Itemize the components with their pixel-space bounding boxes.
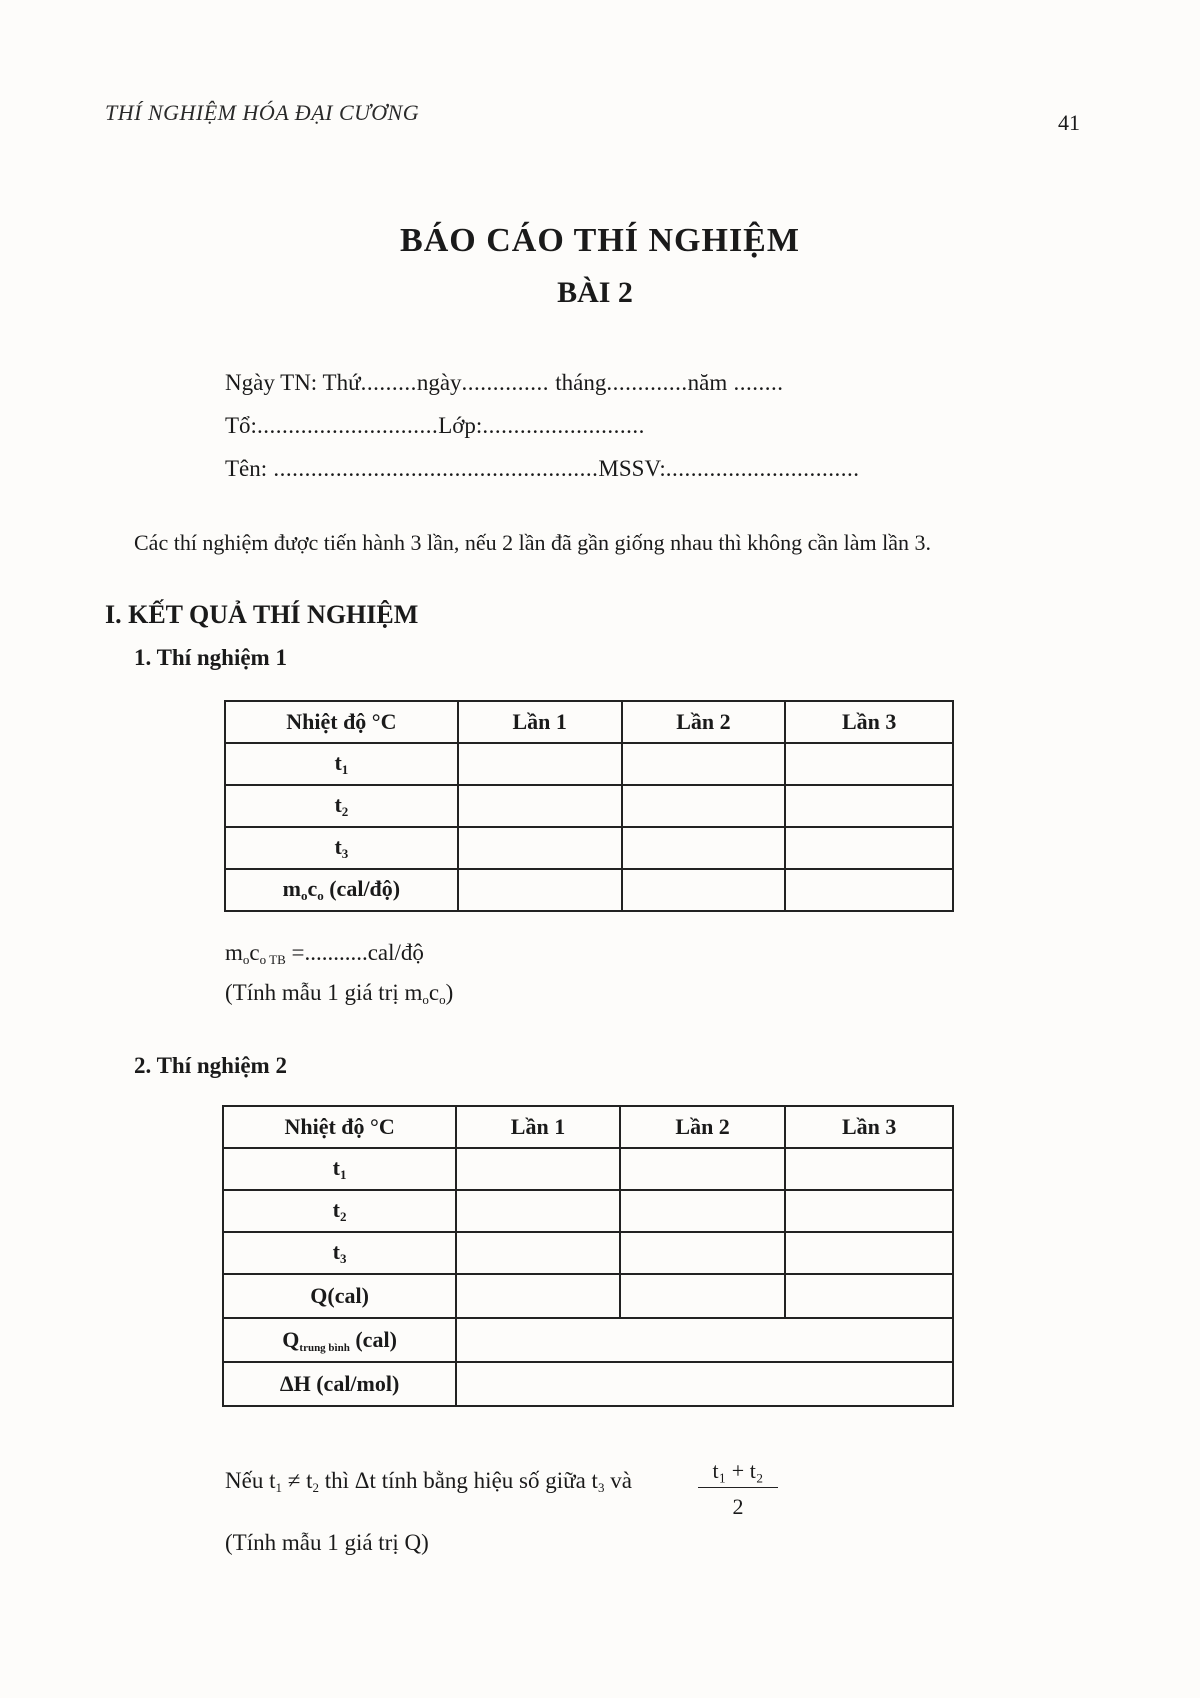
cell[interactable] [785,869,953,911]
cell[interactable] [458,743,622,785]
table-row [223,1274,953,1318]
dots: ............. [606,370,688,395]
table-row [225,869,953,911]
trial-3-header: Lần 3 [785,1106,953,1148]
row-label-q-average: $Q_{trung bình}$ (cal) [223,1318,456,1362]
cell[interactable] [620,1274,786,1318]
row-label-t3: $t_3$ [223,1232,456,1274]
cell[interactable] [458,869,622,911]
table-row [225,743,953,785]
merged-cell[interactable] [456,1318,953,1362]
trial-2-header: Lần 2 [620,1106,786,1148]
cell[interactable] [622,827,786,869]
report-subtitle: BÀI 2 [557,276,633,309]
date-line [225,370,784,396]
year-label: năm [687,370,728,395]
cell[interactable] [456,1190,620,1232]
report-title: BÁO CÁO THÍ NGHIỆM [400,222,800,259]
experiment-1-heading: 1. Thí nghiệm 1 [134,645,287,670]
row-label-t1: $t_1$ [225,743,458,785]
dots: .................................................... [267,456,599,481]
dots: ........ [727,370,784,395]
trial-2-header: Lần 2 [622,701,786,743]
cell[interactable] [785,1232,953,1274]
trial-3-header: Lần 3 [785,701,953,743]
fraction-denominator: 2 [732,1494,744,1519]
cell[interactable] [456,1148,620,1190]
moco-sample-note: (Tính mẫu 1 giá trị $m_oc_o$) [225,980,454,1007]
row-label-delta-h: ΔH (cal/mol) [223,1362,456,1406]
row-label-t2: $t_2$ [223,1190,456,1232]
temperature-header: Nhiệt độ °C [223,1106,456,1148]
fraction [698,1458,778,1520]
row-label-moco: $m_oc_o$ (cal/độ) [225,869,458,911]
dots: .............. [461,370,556,395]
temperature-header: Nhiệt độ °C [225,701,458,743]
name-label: Tên: [225,456,268,481]
group-line [225,413,645,439]
experiment-1-table [224,700,954,912]
dots: ............................... [665,456,860,481]
date-label: Ngày TN: Thứ [225,370,361,395]
cell[interactable] [458,785,622,827]
dots: ............................. [256,413,439,438]
fraction-numerator: t₁ + t₂ [698,1458,778,1488]
trial-1-header: Lần 1 [458,701,622,743]
dots: ......... [360,370,417,395]
cell[interactable] [456,1274,620,1318]
dots: .......................... [482,413,645,438]
class-label: Lớp: [438,413,483,438]
month-label: tháng [555,370,607,395]
cell[interactable] [456,1232,620,1274]
experiment-2-heading: 2. Thí nghiệm 2 [134,1053,287,1078]
cell[interactable] [785,1148,953,1190]
section-heading: I. KẾT QUẢ THÍ NGHIỆM [105,600,419,629]
row-label-q: Q(cal) [223,1274,456,1318]
moco-average-line: $m_oc_{o TB}$ =...........cal/độ [225,940,424,967]
cell[interactable] [785,1274,953,1318]
instruction-note: Các thí nghiệm được tiến hành 3 lần, nếu 2 lần đã gần giống nhau thì không cần làm lần 3. [134,530,932,555]
name-line [225,456,859,482]
table-row [223,1232,953,1274]
cell[interactable] [622,869,786,911]
cell[interactable] [620,1190,786,1232]
row-label-t1: $t_1$ [223,1148,456,1190]
cell[interactable] [620,1232,786,1274]
q-sample-note: (Tính mẫu 1 giá trị Q) [225,1530,429,1555]
table-row [225,827,953,869]
row-label-t2: $t_2$ [225,785,458,827]
merged-cell[interactable] [456,1362,953,1406]
table-row [223,1148,953,1190]
day-label: ngày [416,370,462,395]
page-number: 41 [1058,110,1080,135]
cell[interactable] [785,1190,953,1232]
cell[interactable] [785,827,953,869]
table-row [223,1362,953,1406]
table-row [223,1190,953,1232]
cell[interactable] [622,785,786,827]
table-row [225,785,953,827]
running-title: THÍ NGHIỆM HÓA ĐẠI CƯƠNG [105,100,420,125]
group-label: Tổ: [225,413,257,438]
cell[interactable] [620,1148,786,1190]
delta-t-formula-text: Nếu $t_1 \ne t_2$ thì Δt tính bằng hiệu số giữa $t_3$ và [225,1468,632,1495]
cell[interactable] [785,743,953,785]
experiment-2-table [222,1105,954,1407]
cell[interactable] [458,827,622,869]
row-label-t3: $t_3$ [225,827,458,869]
student-id-label: MSSV: [598,456,666,481]
cell[interactable] [785,785,953,827]
cell[interactable] [622,743,786,785]
table-row [223,1318,953,1362]
trial-1-header: Lần 1 [456,1106,620,1148]
